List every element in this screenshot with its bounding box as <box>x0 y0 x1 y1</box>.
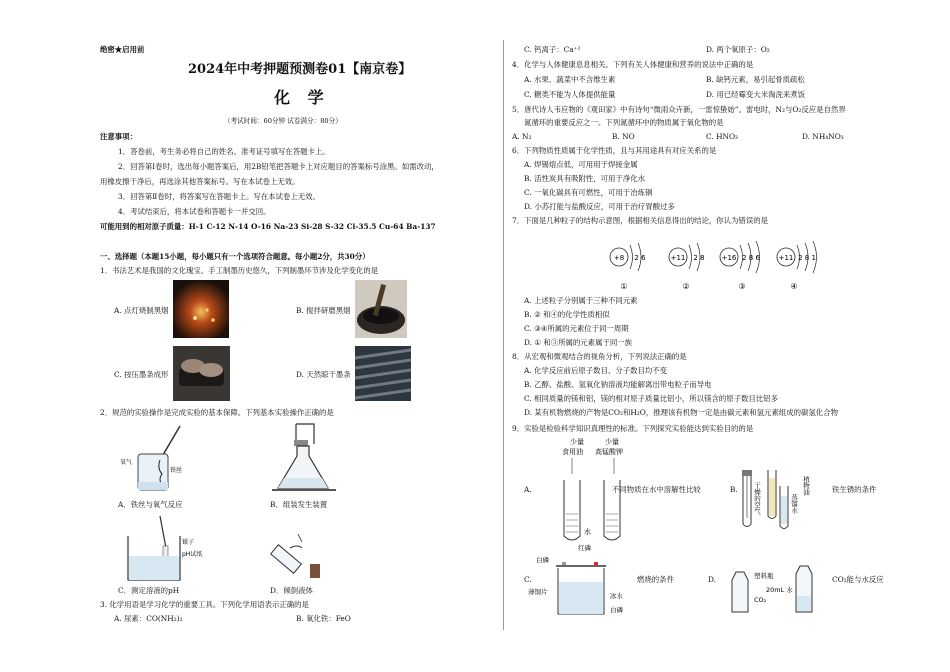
q4-stem: 4．化学与人体健康息息相关。下列有关人体健康和营养的说法中正确的是 <box>512 60 754 69</box>
diagram-pouring <box>270 514 330 584</box>
q1-option-b: B. 搅拌研磨黑烟 <box>296 306 351 315</box>
q9c-white-p: 白磷 <box>536 556 549 564</box>
q1-option-a: A. 点灯烧制黑烟 <box>114 306 169 315</box>
q9d-co2: CO₂ <box>754 596 767 604</box>
q7-option-a: A. 上述粒子分别属于三种不同元素 <box>524 296 638 305</box>
q9-option-b-text: 铁生锈的条件 <box>832 485 877 494</box>
q5-option-b: B. NO <box>612 132 635 141</box>
q4-option-a: A. 水果、蔬菜中不含维生素 <box>524 75 616 84</box>
diagram-flask-assembly <box>270 420 340 498</box>
q9c-white-p2: 白磷 <box>610 606 623 614</box>
q9-option-d-label: D. <box>708 575 717 584</box>
q6-stem: 6．下列物质性质属于化学性质，且与其用途具有对应关系的是 <box>512 146 717 155</box>
q9-option-d-text: CO₂能与水反应 <box>832 575 884 584</box>
atom-1-nucleus: +8 <box>613 254 625 262</box>
q8-option-c: C. 相同质量的镁和铝，镁的相对原子质量比铝小，所以镁含的原子数目比铝多 <box>524 394 778 403</box>
q9b-distilled: 蒸馏水 <box>790 494 798 514</box>
atom-4-nucleus: +11 <box>778 254 794 262</box>
diagram-iron-oxygen <box>120 420 200 496</box>
subject-title: 化 学 <box>274 88 330 107</box>
atom-1-label: ① <box>620 282 628 291</box>
atom-3-shells: 2 8 6 <box>742 254 760 262</box>
q2-option-c: C．测定溶液的pH <box>118 586 180 595</box>
q4-option-d: D. 用已经霉变大米淘洗来煮饭 <box>706 90 806 99</box>
q8-option-b: B. 乙醇、盐酸、氢氧化钠溶液均能解离出带电粒子而导电 <box>524 380 712 389</box>
q8-stem: 8．从宏观和微观结合的视角分析，下列说法正确的是 <box>512 352 687 361</box>
atom-2-shells: 2 8 <box>693 254 705 262</box>
q1-option-c: C. 按压墨条成形 <box>114 370 169 379</box>
q9b-dry-air: 干燥的空气 <box>753 482 761 515</box>
column-divider <box>503 40 504 630</box>
note-3: 3．回答第Ⅱ卷时，将答案写在答题卡上。写在本试卷上无效。 <box>118 192 320 201</box>
q5-option-d: D. NH₄NO₃ <box>802 132 844 141</box>
q1-option-d: D. 天然晾干墨条 <box>296 370 351 379</box>
q5-option-c: C. HNO₃ <box>706 132 739 141</box>
q6-option-d: D. 小苏打能与盐酸反应，可用于治疗胃酸过多 <box>524 202 675 211</box>
q9-stem: 9．实验是检验科学知识真理性的标准。下列探究实验能达到实验目的的是 <box>512 424 754 433</box>
q7-stem: 7．下面是几种粒子的结构示意图，根据相关信息得出的结论，你认为错误的是 <box>512 216 768 225</box>
q2-option-b: B．组装发生装置 <box>270 500 328 509</box>
q6-option-b: B. 活性炭具有吸附性，可用于净化水 <box>524 174 645 183</box>
q3-option-b: B. 氧化铁：FeO <box>296 614 351 623</box>
notes-heading: 注意事项： <box>100 132 137 141</box>
q9a-kmno4-qty: 少量 <box>605 438 619 446</box>
q9a-water: 水 <box>584 528 591 536</box>
q7-option-b: B. ② 和④的化学性质相似 <box>524 310 610 319</box>
photo-burning-lamp <box>173 280 229 338</box>
q9-option-c-label: C. <box>524 575 532 584</box>
secret-mark: 绝密★启用前 <box>100 45 145 54</box>
photo-grinding <box>355 280 407 338</box>
q4-option-c: C. 糖类不能为人体提供能量 <box>524 90 616 99</box>
note-2-cont: 用橡皮擦干净后，再选涂其他答案标号。写在本试卷上无效。 <box>100 177 300 186</box>
q7-option-d: D. ① 和③所属的元素属于同一族 <box>524 338 633 347</box>
q9-option-a-label: A. <box>524 485 532 494</box>
q3-option-d: D. 两个氧原子：O₂ <box>706 45 770 54</box>
label-ph-paper: pH试纸 <box>182 551 203 558</box>
atom-4-label: ④ <box>790 282 798 291</box>
q9d-water: 20mL 水 <box>766 586 793 594</box>
note-2: 2．回答第Ⅰ卷时，选出每小题答案后，用2B铅笔把答题卡上对应题目的答案标号涂黑。如需改动， <box>118 162 439 171</box>
atom-1-shells: 2 6 <box>634 254 646 262</box>
q9c-red-p: 红磷 <box>578 544 591 552</box>
q9a-oil: 食用油 <box>562 448 583 456</box>
q1-stem: 1．书法艺术是我国的文化瑰宝。手工制墨历史悠久，下列制墨环节涉及化学变化的是 <box>100 266 379 275</box>
q9d-bottle: 塑料瓶 <box>754 572 774 580</box>
label-iron-wire: 铁丝 <box>170 467 183 474</box>
q6-option-c: C. 一氧化碳具有可燃性，可用于冶炼铜 <box>524 188 653 197</box>
q9a-oil-qty: 少量 <box>570 438 584 446</box>
atom-3 <box>720 241 760 291</box>
q7-option-c: C. ③④所属的元素位于同一周期 <box>524 324 629 333</box>
q9-option-b-label: B. <box>730 485 738 494</box>
atom-2-label: ② <box>682 282 690 291</box>
photo-drying <box>355 346 411 401</box>
atom-3-label: ③ <box>738 282 746 291</box>
atom-4 <box>777 241 817 291</box>
q9b-oil: 植物油 <box>802 476 810 496</box>
q2-stem: 2．规范的实验操作是完成实验的基本保障。下列基本实验操作正确的是 <box>100 408 334 417</box>
diagram-ph-test <box>120 512 220 584</box>
exam-title: 2024年中考押题预测卷01【南京卷】 <box>188 62 412 77</box>
q9c-copper: 薄铜片 <box>528 588 548 596</box>
q9a-kmno4: 高锰酸钾 <box>595 448 623 456</box>
label-oxygen: 氧气 <box>120 459 133 466</box>
q3-option-c: C. 钙离子：Ca⁺² <box>524 45 581 54</box>
atom-3-nucleus: +16 <box>721 254 737 262</box>
q4-option-b: B. 缺钙元素，易引起骨质疏松 <box>706 75 805 84</box>
diagram-q9-c <box>528 542 638 620</box>
q3-option-a: A. 尿素：CO(NH₂)₂ <box>114 614 183 623</box>
atom-4-shells: 2 8 1 <box>798 254 816 262</box>
q9c-ice-water: 冰水 <box>610 592 623 600</box>
q8-option-d: D. 某有机物燃烧的产物是CO₂和H₂O，推理该有机物一定是由碳元素和氢元素组成的碳氢化合物 <box>524 408 838 417</box>
q9-option-c-text: 燃烧的条件 <box>637 575 674 584</box>
q2-option-a: A．铁丝与氧气反应 <box>118 500 183 509</box>
atom-2-nucleus: +11 <box>670 254 686 262</box>
exam-info: （考试时间：60分钟 试卷满分：80分） <box>224 117 342 125</box>
q3-stem: 3. 化学用语是学习化学的重要工具。下列化学用语表示正确的是 <box>100 600 309 609</box>
note-1: 1．答卷前，考生务必将自己的姓名、准考证号填写在答题卡上。 <box>118 147 330 156</box>
diagram-q9-d <box>718 562 828 620</box>
label-tweezers: 镊子 <box>182 539 195 546</box>
atom-2 <box>669 243 705 291</box>
q6-option-a: A. 焊锡熔点低，可用用于焊接金属 <box>524 160 638 169</box>
q5-option-a: A. N₂ <box>512 132 532 141</box>
q2-option-d: D．倾倒液体 <box>270 586 313 595</box>
note-4: 4．考试结束后，将本试卷和答题卡一并交回。 <box>118 207 271 216</box>
q8-option-a: A. 化学反应前后原子数目、分子数目均不变 <box>524 366 668 375</box>
atom-1 <box>610 243 646 291</box>
section-1-heading: 一、选择题（本题15小题，每小题只有一个选项符合题意。每小题2分，共30分） <box>100 252 370 261</box>
atomic-masses: 可能用到的相对原子质量：H-1 C-12 N-14 O-16 Na-23 Si-28 S-32 Cl-35.5 Cu-64 Ba-137 <box>100 222 436 231</box>
q5-stem-cont: 氮循环的重要反应之一。下列氮循环中的物质属于氧化物的是 <box>524 118 724 127</box>
atomic-structure-diagrams <box>604 232 824 294</box>
diagram-q9-b <box>738 466 818 536</box>
photo-pressing <box>173 346 230 401</box>
q5-stem: 5．唐代诗人韦应物的《观田家》中有诗句“微雨众卉新，一雷惊蛰始”。雷电时，N₂与O₂反应是自然界 <box>512 105 846 114</box>
q9-option-a-text: 不同物质在水中溶解性比较 <box>612 485 701 494</box>
